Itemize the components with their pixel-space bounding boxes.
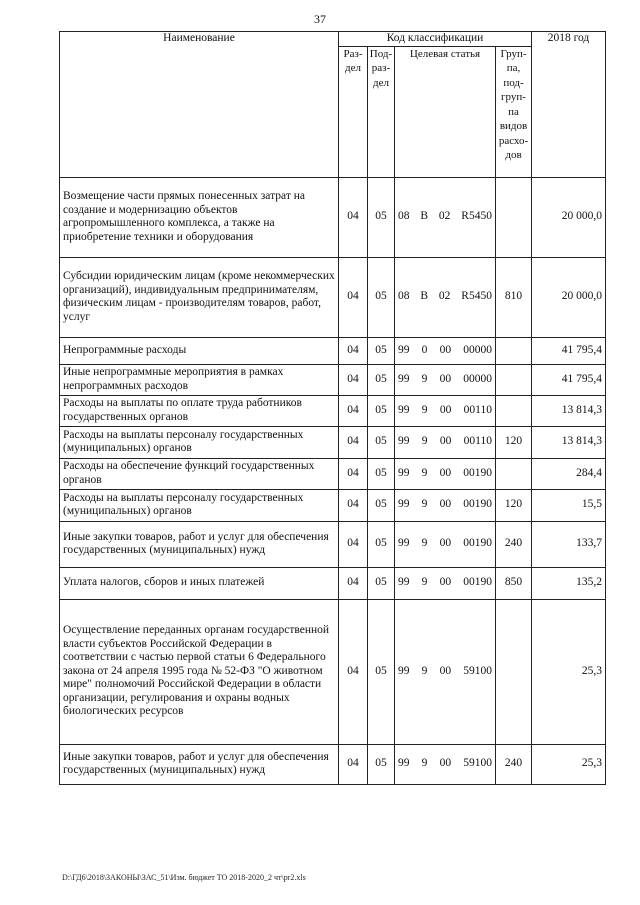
header-name: Наименование [60,32,339,178]
target-code-part: 00 [439,372,452,385]
table-row [60,744,606,784]
row-razdel: 04 [339,364,368,395]
row-target-code [395,599,496,744]
row-name: Иные закупки товаров, работ и услуг для обеспечения государственных (муниципальных) нужд [60,521,339,567]
row-target-code [395,426,496,458]
target-code-part: В [420,290,429,303]
table-row [60,257,606,337]
row-target-code [395,257,496,337]
row-razdel: 04 [339,395,368,426]
row-name: Осуществление переданных органам государственной власти субъектов Российской Федерации в соответствии с частью первой статьи 6 Федерального закона от 24 апреля 1995 года № 52-ФЗ "О животном мире" полномочий Российской Федерации в области организации, регулирования и охраны водных биологических ресурсов [60,599,339,744]
target-code-part: 9 [421,372,428,385]
header-code-group: Код классификации [339,32,532,47]
row-target-code [395,395,496,426]
row-name: Непрограммные расходы [60,337,339,364]
row-amount: 41 795,4 [532,364,606,395]
target-code-part: 00190 [463,576,492,589]
row-name: Расходы на выплаты по оплате труда работников государственных органов [60,395,339,426]
table-row [60,567,606,599]
table-row [60,364,606,395]
target-code-part: 00000 [463,343,492,356]
header-group: Груп- па, под- груп- па видов расхо- дов [496,46,532,177]
row-name: Расходы на выплаты персоналу государственных (муниципальных) органов [60,426,339,458]
row-amount: 133,7 [532,521,606,567]
row-group: 810 [496,257,532,337]
row-podrazdel: 05 [368,521,395,567]
row-name: Иные закупки товаров, работ и услуг для обеспечения государственных (муниципальных) нужд [60,744,339,784]
row-name: Расходы на выплаты персоналу государственных (муниципальных) органов [60,489,339,521]
row-amount: 25,3 [532,599,606,744]
row-razdel: 04 [339,177,368,257]
row-amount: 13 814,3 [532,395,606,426]
target-code-part: 9 [421,498,428,511]
row-podrazdel: 05 [368,177,395,257]
target-code-part: 00 [439,498,452,511]
target-code-part: 9 [421,403,428,416]
target-code-part: 99 [398,435,410,448]
table-row [60,458,606,489]
target-code-part: 9 [421,664,428,677]
row-podrazdel: 05 [368,567,395,599]
row-amount: 284,4 [532,458,606,489]
row-amount: 20 000,0 [532,177,606,257]
row-razdel: 04 [339,599,368,744]
row-group: 120 [496,426,532,458]
row-podrazdel: 05 [368,489,395,521]
target-code-part: 00 [439,403,452,416]
target-code-part: 00000 [463,372,492,385]
target-code-part: 00 [439,537,452,550]
target-code-part: 00 [439,466,452,479]
row-target-code [395,337,496,364]
target-code-part: 99 [398,757,410,770]
row-podrazdel: 05 [368,458,395,489]
budget-table [59,31,606,785]
row-group [496,395,532,426]
target-code-part: В [420,210,429,223]
target-code-part: R5450 [461,210,492,223]
row-razdel: 04 [339,337,368,364]
target-code-part: 00110 [463,435,492,448]
row-target-code [395,567,496,599]
target-code-part: 00190 [463,498,492,511]
header-year: 2018 год [532,32,606,178]
row-amount: 13 814,3 [532,426,606,458]
row-razdel: 04 [339,458,368,489]
table-row [60,177,606,257]
row-podrazdel: 05 [368,426,395,458]
target-code-part: 99 [398,466,410,479]
target-code-part: 99 [398,403,410,416]
row-group [496,337,532,364]
target-code-part: 00 [439,757,452,770]
row-target-code [395,489,496,521]
target-code-part: 99 [398,537,410,550]
row-amount: 20 000,0 [532,257,606,337]
target-code-part: 02 [438,290,451,303]
row-group: 240 [496,744,532,784]
target-code-part: 08 [398,210,410,223]
header-razdel: Раз- дел [339,46,368,177]
target-code-part: 00 [439,343,452,356]
target-code-part: 08 [398,290,410,303]
row-target-code [395,744,496,784]
target-code-part: 99 [398,576,410,589]
target-code-part: 00190 [463,537,492,550]
row-group: 120 [496,489,532,521]
row-group [496,364,532,395]
target-code-part: 9 [421,576,428,589]
page-number: 37 [314,12,326,26]
row-target-code [395,177,496,257]
target-code-part: 9 [421,435,428,448]
row-podrazdel: 05 [368,364,395,395]
target-code-part: 00110 [463,403,492,416]
row-podrazdel: 05 [368,337,395,364]
target-code-part: 9 [421,537,428,550]
target-code-part: 9 [421,757,428,770]
table-row [60,521,606,567]
table-body [60,177,606,784]
row-group [496,458,532,489]
row-razdel: 04 [339,426,368,458]
row-group: 240 [496,521,532,567]
row-amount: 15,5 [532,489,606,521]
row-name: Возмещение части прямых понесенных затрат на создание и модернизацию объектов агропромышленного комплекса, а также на приобретение техники и оборудования [60,177,339,257]
row-amount: 135,2 [532,567,606,599]
row-podrazdel: 05 [368,395,395,426]
table-row [60,599,606,744]
target-code-part: 00 [439,576,452,589]
row-podrazdel: 05 [368,257,395,337]
row-name: Уплата налогов, сборов и иных платежей [60,567,339,599]
header-podrazdel: Под- раз- дел [368,46,395,177]
row-target-code [395,364,496,395]
row-amount: 41 795,4 [532,337,606,364]
row-podrazdel: 05 [368,744,395,784]
row-amount: 25,3 [532,744,606,784]
target-code-part: 0 [421,343,428,356]
target-code-part: R5450 [461,290,492,303]
target-code-part: 99 [398,664,410,677]
row-target-code [395,458,496,489]
target-code-part: 02 [438,210,451,223]
target-code-part: 59100 [463,757,492,770]
target-code-part: 99 [398,343,410,356]
row-podrazdel: 05 [368,599,395,744]
row-razdel: 04 [339,521,368,567]
row-razdel: 04 [339,489,368,521]
row-name: Субсидии юридическим лицам (кроме некоммерческих организаций), индивидуальным предпринимателям, физическим лицам - производителям товаров, работ, услуг [60,257,339,337]
table-row [60,426,606,458]
target-code-part: 00190 [463,466,492,479]
target-code-part: 59100 [463,664,492,677]
row-razdel: 04 [339,257,368,337]
target-code-part: 00 [439,664,452,677]
target-code-part: 99 [398,372,410,385]
table-row [60,395,606,426]
target-code-part: 00 [439,435,452,448]
row-group [496,599,532,744]
row-name: Иные непрограммные мероприятия в рамках непрограммных расходов [60,364,339,395]
table-row [60,489,606,521]
file-path-footer: D:\ГД6\2018\ЗАКОНЫ\ЗАС_51\Изм. бюджет ТО 2018-2020_2 чт\pr2.xls [62,873,306,882]
target-code-part: 99 [398,498,410,511]
row-target-code [395,521,496,567]
row-razdel: 04 [339,567,368,599]
table-row [60,337,606,364]
row-group: 850 [496,567,532,599]
row-razdel: 04 [339,744,368,784]
row-group [496,177,532,257]
target-code-part: 9 [421,466,428,479]
row-name: Расходы на обеспечение функций государственных органов [60,458,339,489]
header-target: Целевая статья [395,46,496,177]
